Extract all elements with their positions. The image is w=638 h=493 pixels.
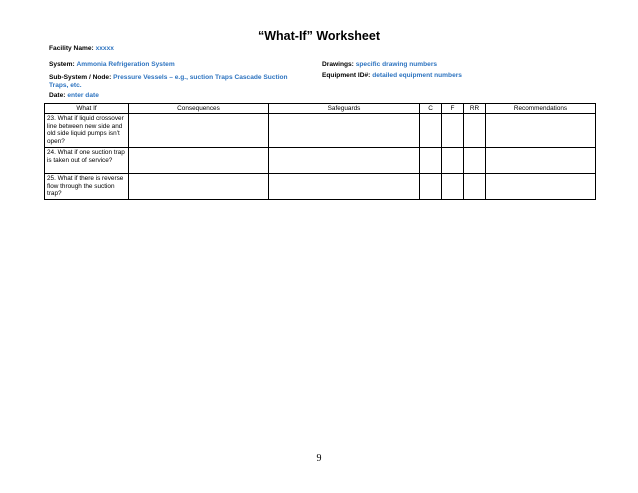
consequences-cell[interactable] — [129, 148, 269, 174]
recommendations-cell[interactable] — [486, 114, 596, 148]
system-field — [49, 61, 175, 69]
f-cell[interactable] — [442, 148, 464, 174]
equipment-id-label: Equipment ID#: — [322, 72, 371, 79]
recommendations-cell[interactable] — [486, 148, 596, 174]
column-header-recommendations: Recommendations — [486, 104, 596, 114]
system-label: System: — [49, 61, 75, 68]
table-header-row — [45, 104, 596, 114]
column-header-c: C — [420, 104, 442, 114]
rr-cell[interactable] — [464, 114, 486, 148]
date-label: Date: — [49, 92, 66, 99]
table-row — [45, 174, 596, 200]
date-value: enter date — [67, 92, 99, 99]
subsystem-label: Sub-System / Node: — [49, 74, 112, 81]
recommendations-cell[interactable] — [486, 174, 596, 200]
c-cell[interactable] — [420, 114, 442, 148]
c-cell[interactable] — [420, 148, 442, 174]
what-if-cell[interactable]: 25. What if there is reverse flow through the suction trap? — [45, 174, 129, 200]
safeguards-cell[interactable] — [269, 148, 420, 174]
rr-cell[interactable] — [464, 174, 486, 200]
worksheet-title: “What-If” Worksheet — [258, 29, 380, 43]
what-if-table — [44, 103, 596, 200]
column-header-what-if: What If — [45, 104, 129, 114]
column-header-safeguards: Safeguards — [269, 104, 420, 114]
drawings-field — [322, 61, 437, 69]
f-cell[interactable] — [442, 114, 464, 148]
drawings-value: specific drawing numbers — [355, 61, 438, 68]
column-header-consequences: Consequences — [129, 104, 269, 114]
facility-name-label: Facility Name: — [49, 45, 94, 52]
what-if-cell[interactable]: 23. What if liquid crossover line between new side and old side liquid pumps isn’t open? — [45, 114, 129, 148]
table-row — [45, 148, 596, 174]
page-number: 9 — [316, 453, 322, 464]
equipment-id-field — [322, 72, 462, 80]
safeguards-cell[interactable] — [269, 114, 420, 148]
system-value: Ammonia Refrigeration System — [76, 61, 175, 68]
f-cell[interactable] — [442, 174, 464, 200]
column-header-f: F — [442, 104, 464, 114]
drawings-label: Drawings: — [322, 61, 354, 68]
facility-name-value: xxxxx — [95, 45, 114, 52]
safeguards-cell[interactable] — [269, 174, 420, 200]
subsystem-field — [49, 74, 304, 90]
table-row — [45, 114, 596, 148]
consequences-cell[interactable] — [129, 114, 269, 148]
rr-cell[interactable] — [464, 148, 486, 174]
c-cell[interactable] — [420, 174, 442, 200]
what-if-cell[interactable]: 24. What if one suction trap is taken out of service? — [45, 148, 129, 174]
date-field — [49, 92, 99, 100]
facility-name-field — [49, 45, 114, 53]
consequences-cell[interactable] — [129, 174, 269, 200]
subsystem-value: Pressure Vessels – e.g., suction Traps Cascade Suction Traps, etc. — [49, 74, 288, 89]
column-header-rr: RR — [464, 104, 486, 114]
equipment-id-value: detailed equipment numbers — [372, 72, 462, 79]
